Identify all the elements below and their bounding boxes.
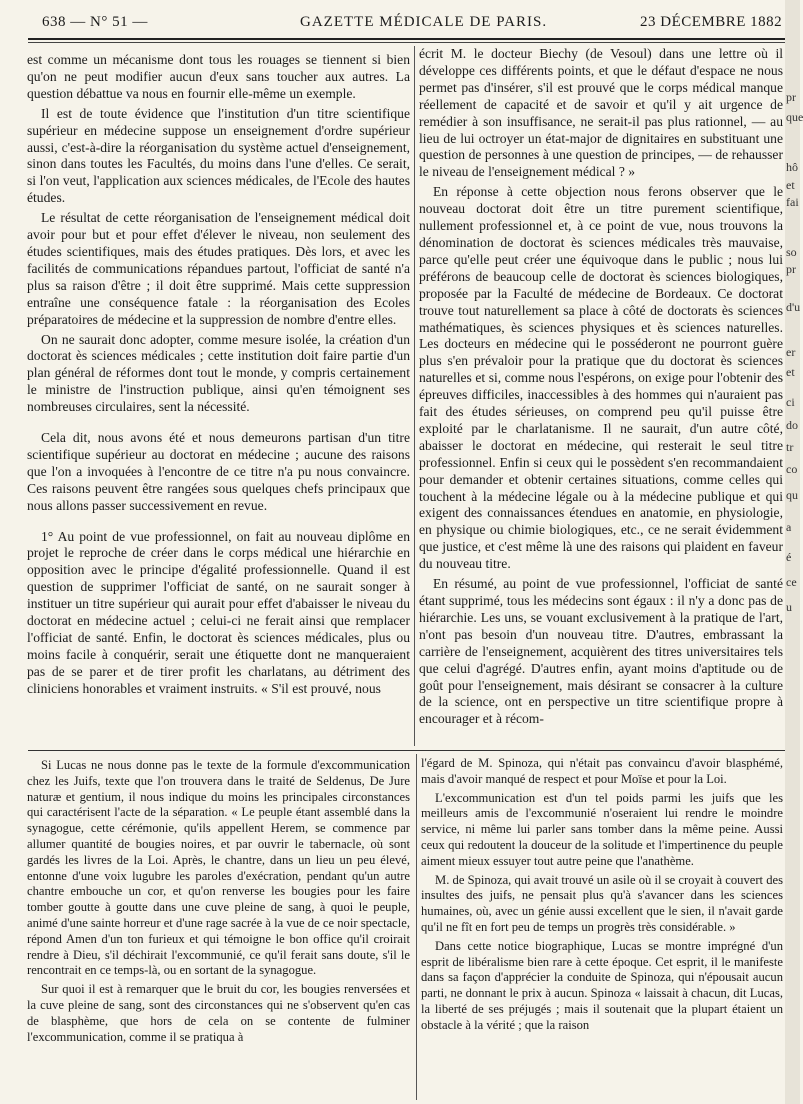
paragraph: Le résultat de cette réorganisation de l'enseignement médical doit avoir pour but et pour effet d'élever le niveau, non seulement des études scientifiques, mais des études pratiques. Dès lors, et avec les facilités de communications répandues partout, l'officiat de santé n'a plus sa raison d'être ; il doit être supprimé. Mais cette suppression entraîne une conséquence fatale : la réorganisation des Ecoles préparatoires de médecine et la suppression de nombre d'entre elles.	[27, 210, 410, 327]
paragraph: Si Lucas ne nous donne pas le texte de la formule d'excommunication chez les Juifs, texte que l'on trouvera dans le traité de Seldenus, De Jure naturæ et gentium, il nous indique du moins les principales circonstances qui caractérisent l'acte de la séparation. « Le peuple étant assemblé dans la synagogue, cette cérémonie, qu'ils appellent Herem, se commence par allumer quantité de bougies noires, et par ouvrir le tabernacle, où sont gardés les livres de la Loi. Après, le chantre, dans un lieu un peu élevé, entonne d'une voix lugubre les paroles d'exécration, pendant qu'un autre chantre embouche un cor, et qu'on renverse les bougies pour les faire tomber goutte à goutte dans une cuve pleine de sang, à quoi le peuple, animé d'une sainte horreur et d'une rage sacrée à la vue de ce noir spectacle, répond Amen d'un ton furieux et qui témoigne le bon office qu'il croirait rendre à Dieu, s'il déchirait l'excommunié, ce qu'il ferait sans doute, s'il le rencontrait en ce temps-là, ou en sortant de la synagogue.	[27, 758, 410, 978]
edge-fragment: do	[786, 418, 798, 432]
journal-title: GAZETTE MÉDICALE DE PARIS.	[300, 14, 548, 30]
paragraph: Sur quoi il est à remarquer que le bruit du cor, les bougies renversées et la cuve pleine de sang, sont des circonstances qui ne s'observent qu'en cas de blasphème, que hors de cela on se contente de fulminer l'excommunication, comme il se pratiqua à	[27, 982, 410, 1044]
paragraph: Cela dit, nous avons été et nous demeurons partisan d'un titre scientifique supérieur au doctorat en médecine ; aucune des raisons que l'on a invoquées à l'encontre de ce titre n'a pu nous convaincre. Ces raisons peuvent être rangées sous quelques chefs principaux que nous allons passer successivement en revue.	[27, 430, 410, 513]
paragraph: écrit M. le docteur Biechy (de Vesoul) dans une lettre où il développe ces différents points, et que le défaut d'espace ne nous permet pas d'insérer, s'il est prouvé que le corps médical manque réellement de capacité et de savoir et qu'il y ait urgence de remédier à son insuffisance, ne serait-il pas plus rationnel, — au lieu de lui octroyer un état-major de dignitaires en substituant une question de personnes à une question de principes, — de rehausser le niveau de l'enseignement médical ? »	[419, 46, 783, 180]
paragraph: l'égard de M. Spinoza, qui n'était pas convaincu d'avoir blasphémé, mais d'avoir manqué de respect et pour Moïse et pour la Loi.	[421, 756, 783, 786]
header-rule	[28, 38, 788, 40]
feuilleton-right-column	[421, 756, 783, 1037]
page-header	[0, 0, 800, 40]
paragraph: En résumé, au point de vue professionnel, l'officiat de santé étant supprimé, tous les médecins sont égaux : il n'y a donc pas de hiérarchie. Les uns, se vouant exclusivement à la pratique de l'art, n'ont pas besoin d'un nouveau titre. D'autres, embrassant la carrière de l'enseignement, acquièrent des titres universitaires tels que celui d'agrégé. D'autres enfin, ayant moins d'aptitude ou de goût pour l'enseignement, mais désirant se consacrer à la culture de la science, ont en perspective un titre scientifique propre à encourager et à récom-	[419, 576, 783, 727]
edge-fragment: fai	[786, 195, 799, 209]
edge-fragment: qu	[786, 488, 798, 502]
edge-fragment: pr	[786, 262, 796, 276]
edge-fragment: a	[786, 520, 792, 534]
edge-fragment: hô	[786, 160, 798, 174]
edge-fragment: ce	[786, 575, 797, 589]
edge-fragment: co	[786, 462, 798, 476]
edge-fragment: ci	[786, 395, 795, 409]
edge-fragment: er	[786, 345, 796, 359]
header-rule-thin	[28, 42, 788, 43]
article-right-column	[419, 46, 783, 731]
edge-fragment: et	[786, 365, 795, 379]
column-divider	[414, 46, 415, 746]
issue-date: 23 DÉCEMBRE 1882	[640, 14, 783, 30]
edge-fragment: et	[786, 178, 795, 192]
edge-fragment: que	[786, 110, 803, 124]
paragraph: M. de Spinoza, qui avait trouvé un asile où il se croyait à couvert des insultes des juifs, ne pensait plus qu'à s'avancer dans les sciences humaines, où, avec un génie aussi excellent que le sien, il n'avait garde qu'il ne fît en fort peu de temps un progrès très considérable. »	[421, 872, 783, 934]
paragraph: 1° Au point de vue professionnel, on fait au nouveau diplôme en projet le reproche de créer dans le corps médical une hiérarchie en opposition avec le principe d'égalité professionnelle. Quand il est question de supprimer l'officiat de santé, on ne saurait songer à instituer un titre supérieur qui aurait pour effet d'abaisser le niveau du doctorat en médecine actuel ; celui-ci ne ferait ainsi que remplacer l'officiat de santé. Enfin, le doctorat ès sciences médicales, plus ou moins facile à conquérir, serait une étiquette dont ne manqueraient pas de se parer et de tirer profit les charlatans, au détriment des cliniciens honorables et vraiment instruits. « S'il est prouvé, nous	[27, 528, 410, 696]
adjacent-page-edge	[785, 0, 803, 1104]
paragraph: est comme un mécanisme dont tous les rouages se tiennent si bien qu'on ne peut modifier aucun d'eux sans toucher aux autres. La question débattue va nous en fournir elle-même un exemple.	[27, 52, 410, 101]
edge-fragment: é	[786, 550, 792, 564]
paragraph: L'excommunication est d'un tel poids parmi les juifs que les meilleurs amis de l'excommunié n'oseraient lui rendre le moindre service, ni même lui parler sans tomber dans la même peine. Aussi ceux qui redoutent la douceur de la solitude et l'impertinence du peuple aiment mieux essuyer tout autre peine que l'anathème.	[421, 790, 783, 868]
feuilleton-rule	[28, 750, 788, 751]
edge-fragment: pr	[786, 90, 796, 104]
article-left-column	[27, 52, 410, 701]
paragraph: Il est de toute évidence que l'institution d'un titre scientifique supérieur en médecine suppose un enseignement d'ordre supérieur aussi, c'est-à-dire la réorganisation du système actuel d'enseignement, sinon dans toutes les Facultés, du moins dans l'une d'elles. Ce serait, si l'on veut, l'application aux sciences médicales, de l'Ecole des hautes études.	[27, 105, 410, 206]
paragraph: En réponse à cette objection nous ferons observer que le nouveau doctorat doit être un titre purement scientifique, nullement professionnel et, à ce point de vue, nous trouvons la dénomination de doctorat ès sciences médicales très mauvaise, parce qu'elle peut créer une équivoque dans le public ; nous lui préférons de beaucoup celle de doctorat ès sciences biologiques, proposée par la Faculté de médecine de Bordeaux. Ce doctorat trouve tout naturellement sa place à côté de doctorats ès sciences mathématiques, ès sciences physiques et ès sciences naturelles. Les docteurs en médecine qui le posséderont ne pourront guère plus s'en prévaloir pour la pratique que du doctorat ès sciences naturelles et si, comme nous l'espérons, on exige pour l'obtenir des épreuves difficiles, inaccessibles à des hommes qui n'auraient pas fait des études sérieuses, on comprend peu qu'il puisse être exploité par le charlatanisme. Il ne saurait, d'un autre côté, abaisser le doctorat en médecine, qui resterait le seul titre professionnel. Enfin si ceux qui le possèdent s'en recommandaient pour demander et obtenir certaines situations, comme celles qui touchent à la médecine légale ou à la médecine publique et qui exigent des connaissances étendues en anatomie, en physiologie, en physique ou chimie biologiques, etc., ce ne serait évidemment que justice, et c'est même là une des raisons qui plaident en faveur du nouveau titre.	[419, 184, 783, 572]
page-number: 638 — N° 51 —	[42, 14, 148, 30]
feuilleton-divider	[416, 754, 417, 1100]
edge-fragment: u	[786, 600, 792, 614]
edge-fragment: tr	[786, 440, 794, 454]
edge-fragment: so	[786, 245, 797, 259]
edge-fragment: d'u	[786, 300, 801, 314]
feuilleton-left-column	[27, 758, 410, 1048]
paragraph: Dans cette notice biographique, Lucas se montre imprégné d'un esprit de libéralisme bien rare à cette époque. Cet esprit, il le manifeste dans sa façon d'apprécier la conduite de Spinoza, qui n'épousait aucun parti, ne donnant le prix à aucun. Spinoza « laissait à chacun, dit Lucas, la liberté de ses préjugés ; mais il soutenait que la plupart étaient un obstacle à la vérité ; que la raison	[421, 938, 783, 1032]
paragraph: On ne saurait donc adopter, comme mesure isolée, la création d'un doctorat ès sciences médicales ; cette institution doit faire partie d'un plan général de réformes dont tout le monde, y compris certainement le ministre de l'instruction publique, ainsi qu'en témoignent ses nombreuses circulaires, sent la nécessité.	[27, 331, 410, 415]
